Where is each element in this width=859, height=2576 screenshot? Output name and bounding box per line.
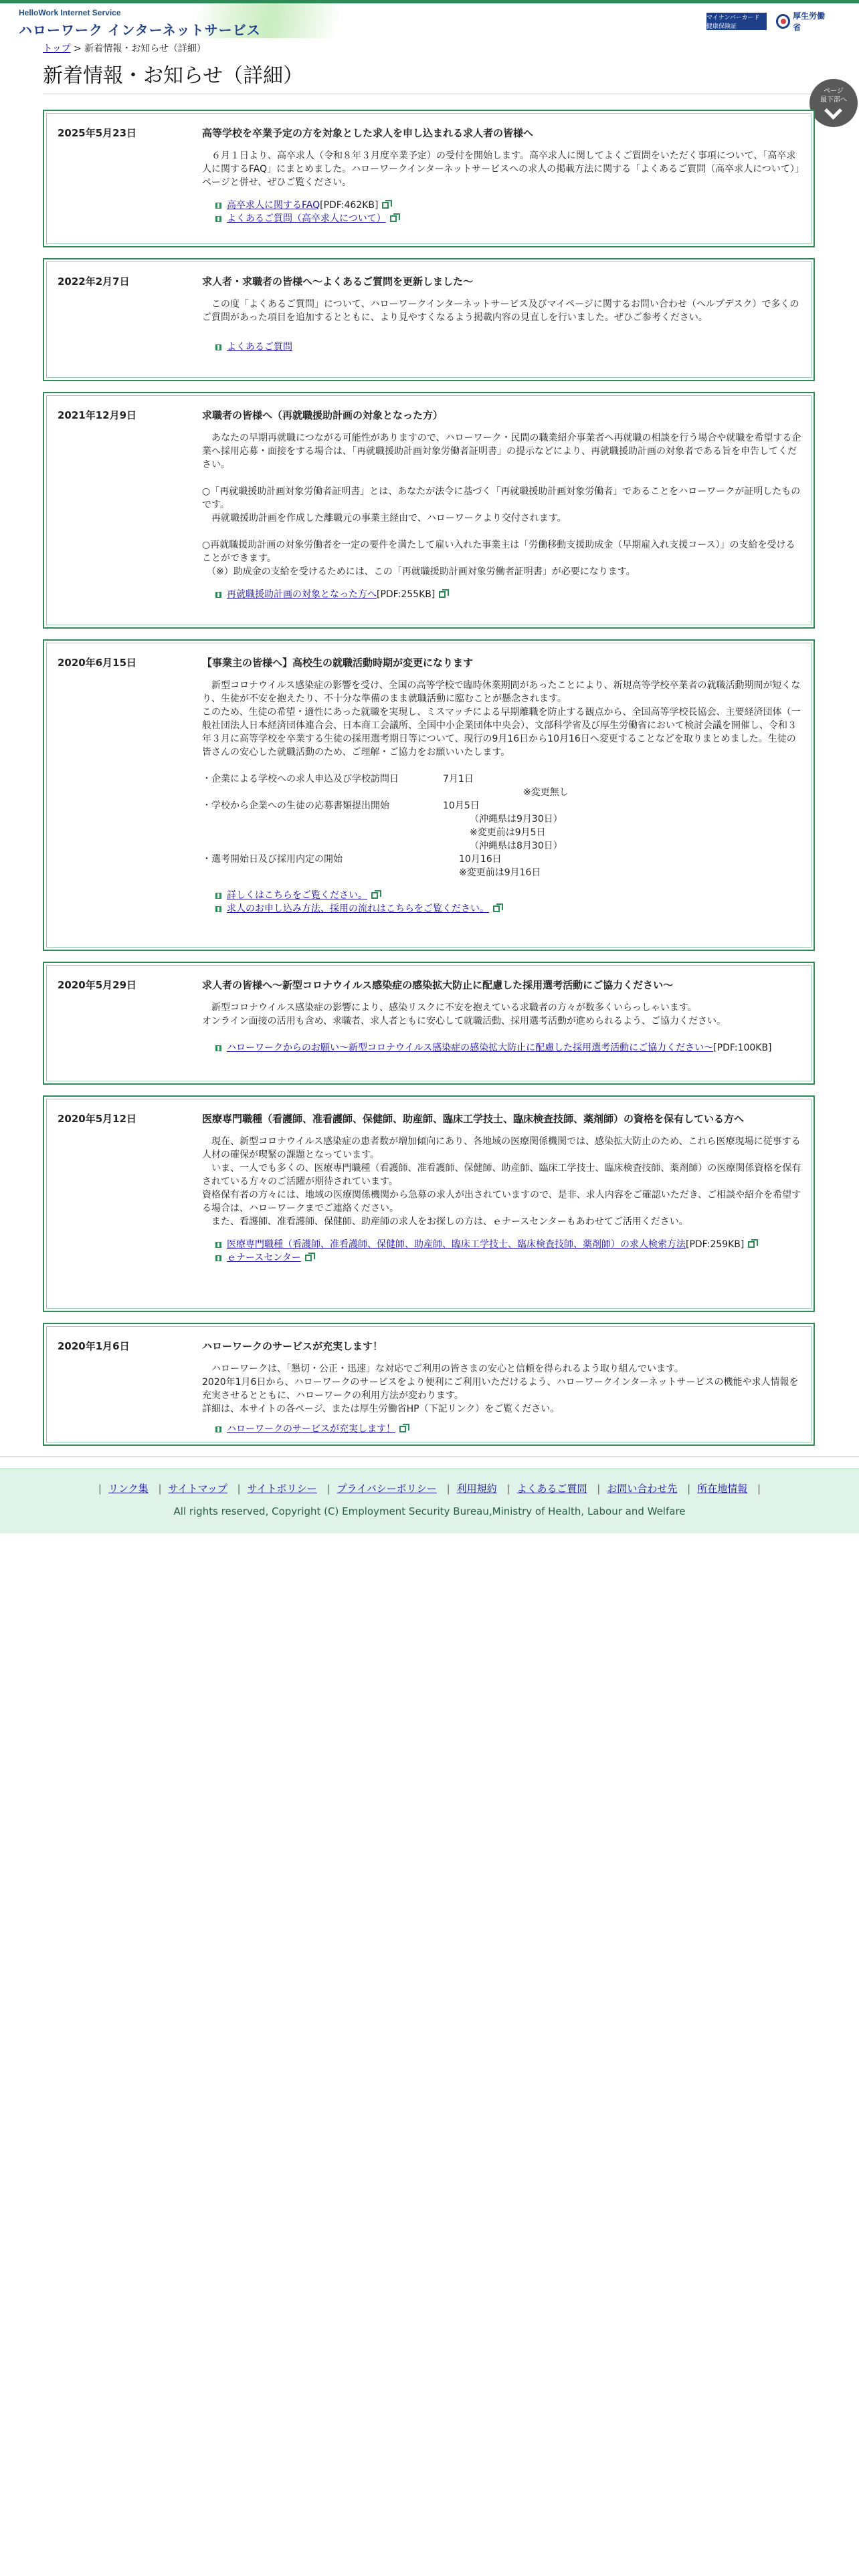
scroll-to-bottom-button[interactable] — [809, 79, 858, 127]
news-link[interactable]: 求人のお申し込み方法、採用の流れはこちらをご覧ください。 — [227, 903, 489, 914]
link-bullet-icon — [215, 1426, 221, 1432]
news-text: ハローワークは、「懇切・公正・迅速」な対応でご利用の皆さまの安心と信頼を得られるよう取り組んでいます。 — [202, 1364, 684, 1374]
news-link-item — [215, 1041, 804, 1055]
file-info: [PDF:100KB] — [713, 1043, 772, 1053]
news-link-item — [215, 902, 804, 916]
news-link[interactable]: ｅナースセンター — [227, 1253, 301, 1263]
file-info: [PDF:462KB] — [320, 200, 379, 211]
news-text: 再就職援助計画を作成した離職元の事業主経由で、ハローワークより交付されます。 — [202, 513, 567, 524]
footer-link-privacy[interactable]: プライバシーポリシー — [337, 1483, 437, 1495]
chevron-down-icon — [824, 102, 842, 120]
breadcrumb-top-link[interactable]: トップ — [43, 43, 71, 54]
news-link[interactable]: よくあるご質問（高卒求人について） — [227, 213, 386, 224]
external-window-icon — [390, 215, 397, 222]
file-info: [PDF:255KB] — [377, 589, 436, 600]
breadcrumb-separator: > — [74, 43, 82, 54]
news-text: 現在、新型コロナウイルス感染症の患者数が増加傾向にあり、各地域の医療関係機関では、感染拡大防止のため、これら医療現場に従事する人材の確保が喫緊の課題となっています。 — [202, 1136, 801, 1160]
breadcrumb — [43, 41, 206, 55]
link-bullet-icon — [215, 906, 221, 912]
news-title: 【事業主の皆様へ】高校生の就職活動時期が変更になります — [202, 657, 474, 669]
link-bullet-icon — [215, 1045, 221, 1051]
mhlw-logo[interactable] — [776, 11, 831, 31]
page-title: 新着情報・お知らせ（詳細） — [43, 64, 304, 88]
news-item — [43, 258, 815, 381]
logo-subtitle[interactable]: HelloWork Internet Service — [19, 8, 121, 17]
external-window-icon — [305, 1255, 312, 1261]
footer-link-contact[interactable]: お問い合わせ先 — [607, 1483, 678, 1495]
site-logo[interactable]: ハローワーク インターネットサービス — [19, 23, 261, 38]
news-link-item — [215, 212, 804, 225]
news-link[interactable]: ハローワークからのお願い〜新型コロナウイルス感染症の感染拡大防止に配慮した採用選考活動にご協力ください〜 — [227, 1043, 714, 1053]
external-window-icon — [382, 202, 389, 209]
news-date: 2020年5月29日 — [58, 979, 137, 991]
copyright: All rights reserved, Copyright (C) Employment Security Bureau,Ministry of Health, Labour and Welfare — [173, 1505, 686, 1517]
footer-link-sitemap[interactable]: サイトマップ — [168, 1483, 227, 1495]
news-text: また、看護師、准看護師、保健師、助産師の求人をお探しの方は、ｅナースセンターもあわせてご活用ください。 — [202, 1216, 688, 1227]
footer-links: | リンク集 | サイトマップ | サイトポリシー | プライバシーポリシー | 利用規約 | よくあるご質問 | お問い合わせ先 | 所在地情報 | — [98, 1483, 761, 1495]
news-text: 新型コロナウイルス感染症の影響により、感染リスクに不安を抱えている求職者の方々が数多くいらっしゃいます。 — [202, 1002, 697, 1013]
news-item — [43, 1323, 815, 1446]
news-link[interactable]: 再就職援助計画の対象となった方へ — [227, 589, 377, 600]
news-text: このため、生徒の希望・適性にあった就職を実現し、ミスマッチによる早期離職を防止する観点から、全国高等学校長協会、主要経済団体（一般社団法人日本経済団体連合会、日本商工会議所、全国中小企業団体中央会）、文部科学省及び厚生労働省において検討会議を開催し、令和３年３月に高等学校を卒業する生徒の採用選考期日等について、現行の9月16日から10月16日へ変更することなどを取りまとめました。生徒の皆さんの安心した就職活動のため、ご理解・ご協力をお願いいたします。 — [202, 707, 801, 758]
news-item — [43, 962, 815, 1085]
news-title: 医療専門職種（看護師、准看護師、保健師、助産師、臨床工学技士、臨床検査技師、薬剤師）の資格を保有している方へ — [202, 1113, 745, 1125]
link-bullet-icon — [215, 1242, 221, 1248]
news-link-item — [215, 1422, 804, 1436]
scroll-to-bottom-label: ページ 最下部へ — [820, 88, 847, 104]
news-date: 2020年6月15日 — [58, 657, 137, 669]
news-title: ハローワークのサービスが充実します！ — [202, 1340, 383, 1352]
footer-link-locations[interactable]: 所在地情報 — [697, 1483, 748, 1495]
site-header — [0, 3, 859, 38]
mhlw-logo-icon — [776, 14, 790, 29]
news-date: 2021年12月9日 — [58, 409, 137, 421]
mynumber-banner[interactable]: マイナンバーカード 健康保険証 — [706, 13, 767, 30]
external-window-icon — [748, 1241, 755, 1248]
news-text: この度「よくあるご質問」について、ハローワークインターネットサービス及びマイページに関するお問い合わせ（ヘルプデスク）で多くのご質問があった項目を追加するとともに、より見やすくなるよう掲載内容の見直しを行いました。ぜひご参考ください。 — [202, 299, 799, 323]
news-text: 新型コロナウイルス感染症の影響を受け、全国の高等学校で臨時休業期間があったことにより、新規高等学校卒業者の就職活動期間が短くなり、生徒が不安を抱えたり、不十分な準備のまま就職活動に臨むことが懸念されます。 — [202, 680, 801, 704]
news-item — [43, 392, 815, 629]
external-window-icon — [493, 905, 500, 912]
news-link-item — [215, 340, 804, 354]
link-bullet-icon — [215, 203, 221, 209]
footer-link-site-policy[interactable]: サイトポリシー — [247, 1483, 317, 1495]
news-text: オンライン面接の活用も含め、求職者、求人者ともに安心して就職活動、採用選考活動が進められるよう、ご協力ください。 — [202, 1016, 727, 1027]
news-title: 求職者の皆様へ（再就職援助計画の対象となった方） — [202, 409, 444, 421]
news-text: あなたの早期再就職につながる可能性がありますので、ハローワーク・民間の職業紹介事業者へ再就職の相談を行う場合や就職を希望する企業へ採用応募・面接をする場合は、「再就職援助計画対象労働者証明書」の提示などにより、再就職援助計画の対象者である旨を申告してください。 — [202, 433, 801, 470]
news-text: ○「再就職援助計画対象労働者証明書」とは、あなたが法令に基づく「再就職援助計画対象労働者」であることをハローワークが証明したものです。 — [202, 486, 801, 510]
news-title: 求人者・求職者の皆様へ〜よくあるご質問を更新しました〜 — [202, 276, 474, 288]
news-text: 2020年1月6日から、ハローワークのサービスをより便利にご利用いただけるよう、ハローワークインターネットサービスの機能や求人情報を充実させるとともに、ハローワークの利用方法が変わります。 — [202, 1377, 799, 1401]
news-link-item — [215, 1251, 804, 1265]
news-link-item — [215, 199, 804, 212]
link-bullet-icon — [215, 344, 221, 350]
news-link-item — [215, 889, 804, 902]
news-date: 2020年1月6日 — [58, 1340, 130, 1352]
news-date: 2020年5月12日 — [58, 1113, 137, 1125]
site-footer — [0, 1469, 859, 1533]
link-bullet-icon — [215, 1255, 221, 1261]
external-window-icon — [399, 1426, 406, 1432]
link-bullet-icon — [215, 893, 221, 899]
external-window-icon — [439, 591, 446, 598]
news-date: 2022年2月7日 — [58, 276, 130, 288]
footer-link-links[interactable]: リンク集 — [108, 1483, 149, 1495]
news-title: 高等学校を卒業予定の方を対象とした求人を申し込まれる求人者の皆様へ — [202, 127, 534, 139]
news-link[interactable]: 高卒求人に関するFAQ — [227, 200, 320, 211]
news-text: ６月１日より、高卒求人（令和８年３月度卒業予定）の受付を開始します。高卒求人に関してよくご質問をいただく事項について、「高卒求人に関するFAQ」にまとめました。ハローワークインターネットサービスへの求人の掲載方法に関する「よくあるご質問（高卒求人について）」ページと併せ、ぜひご覧ください。 — [202, 150, 804, 188]
link-bullet-icon — [215, 216, 221, 222]
footer-link-faq[interactable]: よくあるご質問 — [516, 1483, 587, 1495]
news-item — [43, 639, 815, 951]
news-text: 詳細は、本サイトの各ページ、または厚生労働省HP（下記リンク）をご覧ください。 — [202, 1404, 560, 1414]
news-link[interactable]: ハローワークのサービスが充実します！ — [227, 1424, 395, 1434]
schedule-list: ・企業による学校への求人申込及び学校訪問日 7月1日 ※変更無し ・学校から企業への生徒の応募書類提出開始 10月5日 （沖縄県は9月30日） ※変更前は9月5日 （沖縄県は8月30日） ・選考開始日及び採用内定の開始 10月16日 ※変更前は9月16日 — [202, 774, 569, 878]
news-link[interactable]: 詳しくはこちらをご覧ください。 — [227, 890, 367, 901]
news-link-item — [215, 1238, 804, 1251]
file-info: [PDF:259KB] — [686, 1239, 745, 1250]
mhlw-logo-text: 厚生労働省 — [793, 11, 826, 32]
news-text: ○再就職援助計画の対象労働者を一定の要件を満たして雇い入れた事業主は「労働移動支援助成金（早期雇入れ支援コース）」の支給を受けることができます。 — [202, 540, 795, 564]
news-title: 求人者の皆様へ〜新型コロナウイルス感染症の感染拡大防止に配慮した採用選考活動にご協力ください〜 — [202, 979, 674, 991]
news-link[interactable]: 医療専門職種（看護師、准看護師、保健師、助産師、臨床工学技士、臨床検査技師、薬剤師）の求人検索方法 — [227, 1239, 686, 1250]
news-text: 資格保有者の方々には、地域の医療関係機関から急募の求人が出されていますので、是非、求人内容をご確認いただき、ご相談や紹介を希望する場合は、ハローワークまでご連絡ください。 — [202, 1190, 801, 1214]
breadcrumb-current: 新着情報・お知らせ（詳細） — [84, 43, 206, 54]
news-date: 2025年5月23日 — [58, 127, 137, 139]
external-window-icon — [371, 892, 378, 899]
news-link[interactable]: よくあるご質問 — [227, 342, 292, 352]
news-link-item — [215, 588, 804, 601]
news-text: （※）助成金の支給を受けるためには、この「再就職援助計画対象労働者証明書」が必要になります。 — [202, 566, 636, 577]
news-item — [43, 1095, 815, 1312]
link-bullet-icon — [215, 592, 221, 598]
news-text: いま、一人でも多くの、医療専門職種（看護師、准看護師、保健師、助産師、臨床工学技士、臨床検査技師、薬剤師）の医療関係資格を保有されている方々のご活躍が期待されています。 — [202, 1163, 801, 1187]
news-item — [43, 110, 815, 247]
footer-link-terms[interactable]: 利用規約 — [456, 1483, 497, 1495]
